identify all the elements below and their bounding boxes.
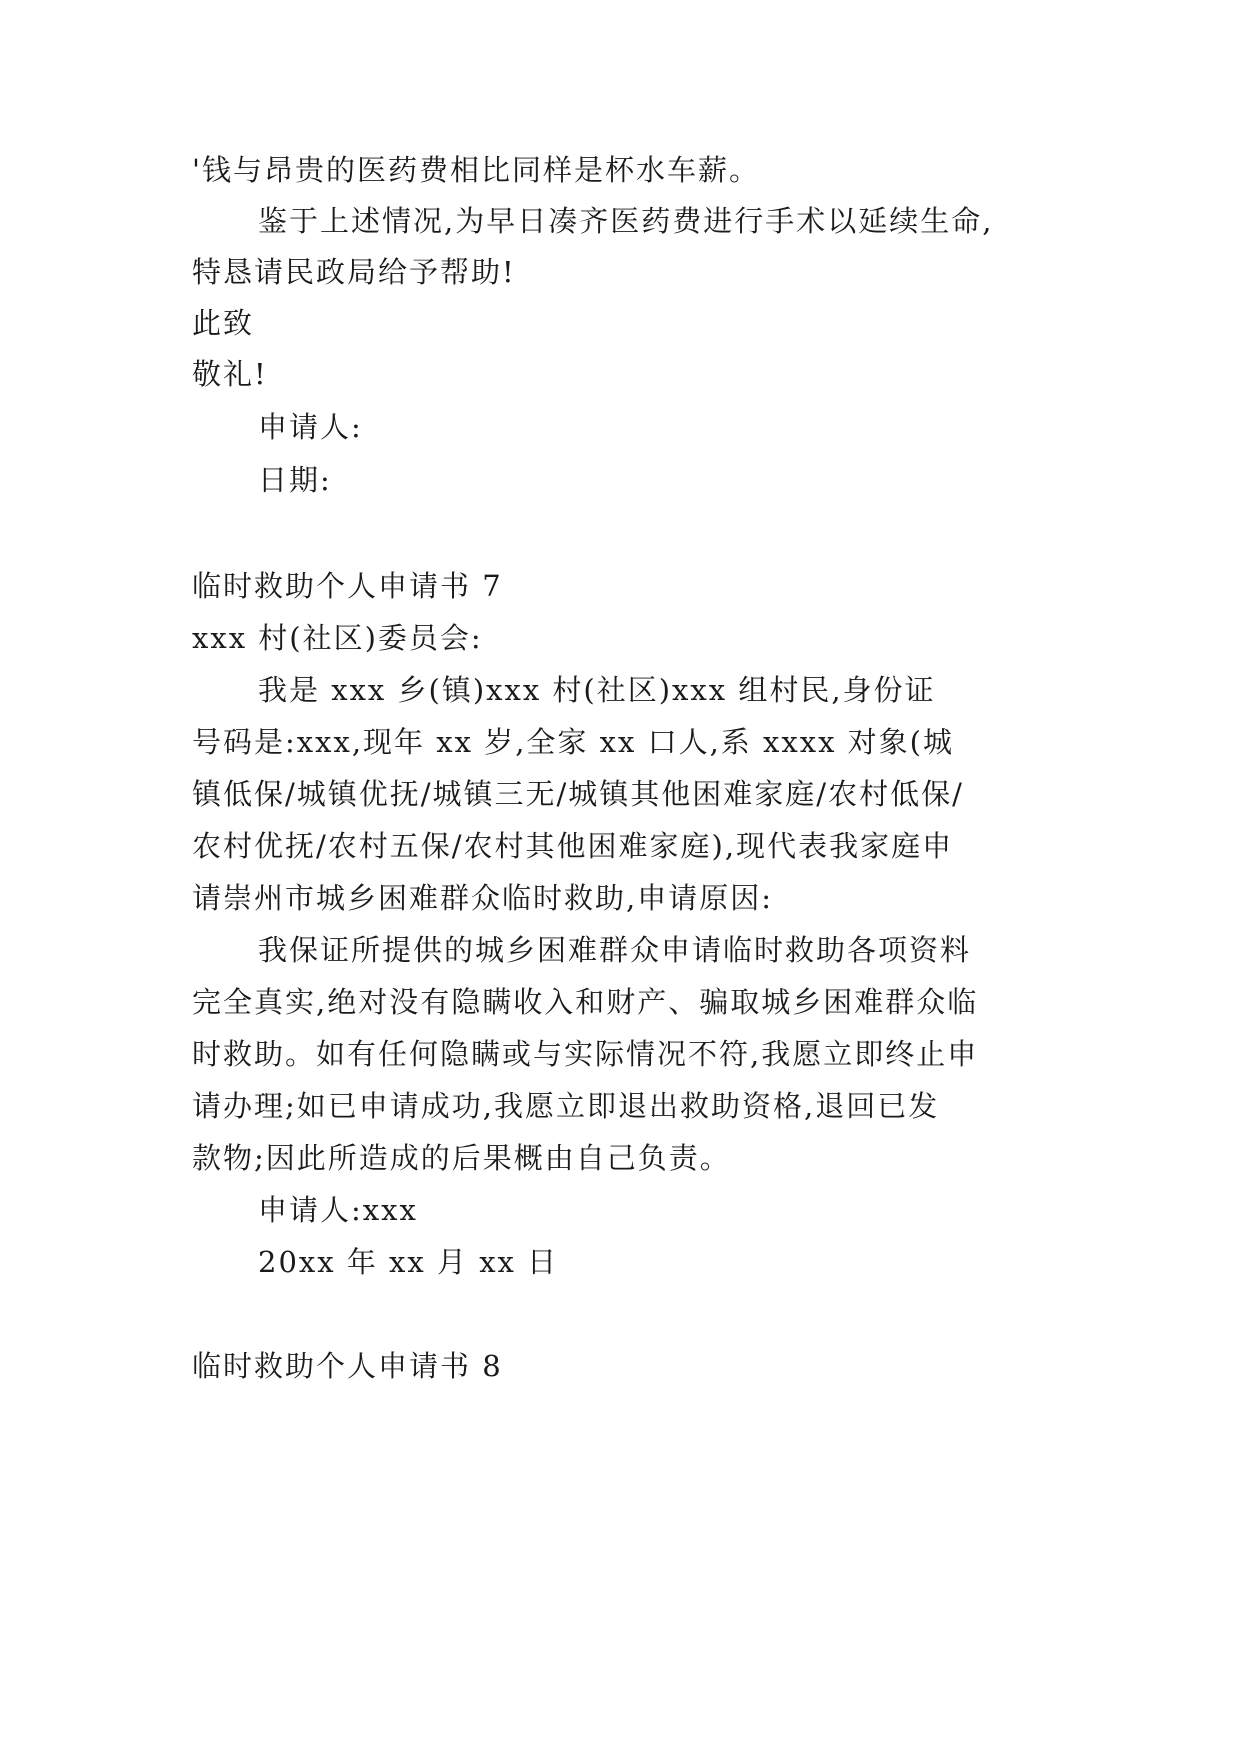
paragraph-line: 农村优抚/农村五保/农村其他困难家庭),现代表我家庭申 [192,829,954,863]
closing-line: 此致 [192,306,255,340]
section-title: 临时救助个人申请书 7 [192,569,503,603]
salutation: xxx 村(社区)委员会: [192,621,483,655]
paragraph-line: 我保证所提供的城乡困难群众申请临时救助各项资料 [258,933,972,967]
paragraph-line: 镇低保/城镇优抚/城镇三无/城镇其他困难家庭/农村低保/ [192,777,964,811]
paragraph-line: 鉴于上述情况,为早日凑齐医药费进行手术以延续生命, [258,204,994,238]
section-title: 临时救助个人申请书 8 [192,1349,503,1383]
paragraph-line: 号码是:xxx,现年 xx 岁,全家 xx 口人,系 xxxx 对象(城 [192,725,954,759]
paragraph-line: '钱与昂贵的医药费相比同样是杯水车薪。 [192,153,760,187]
paragraph-line: 我是 xxx 乡(镇)xxx 村(社区)xxx 组村民,身份证 [258,673,936,707]
paragraph-line: 请办理;如已申请成功,我愿立即退出救助资格,退回已发 [192,1089,940,1123]
paragraph-line: 款物;因此所造成的后果概由自己负责。 [192,1141,731,1175]
date-line: 20xx 年 xx 月 xx 日 [258,1245,559,1279]
paragraph-line: 完全真实,绝对没有隐瞒收入和财产、骗取城乡困难群众临 [192,985,979,1019]
paragraph-line: 请崇州市城乡困难群众临时救助,申请原因: [192,881,773,915]
paragraph-line: 时救助。如有任何隐瞒或与实际情况不符,我愿立即终止申 [192,1037,979,1071]
date-label: 日期: [258,463,332,497]
applicant-label: 申请人: [258,410,363,444]
paragraph-line: 特恳请民政局给予帮助! [192,255,516,289]
applicant-signature: 申请人:xxx [258,1193,418,1227]
closing-line: 敬礼! [192,357,268,391]
